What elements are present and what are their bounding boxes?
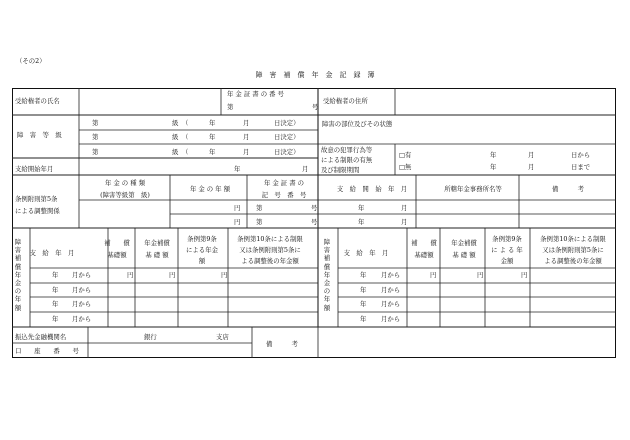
start-label: 支給開始年月 bbox=[15, 165, 54, 173]
recipient-address-label: 受給権者の住所 bbox=[323, 97, 368, 105]
bank-note-label: 備 考 bbox=[266, 340, 298, 348]
restriction-label-1: 故意の犯罪行為等 bbox=[321, 146, 373, 154]
recipient-name-label: 受給権者の氏名 bbox=[15, 97, 60, 105]
ledger-right-month: 月から bbox=[381, 300, 401, 308]
pension-office-head: 所轄年金事務所名等 bbox=[444, 185, 502, 193]
ledger-right-art9-yen: 円 bbox=[521, 271, 528, 279]
ledger-right-month: 月から bbox=[381, 315, 401, 323]
pension-type-head: 年 金 の 種 類 bbox=[104, 179, 146, 187]
page-number: （その2） bbox=[16, 57, 46, 65]
ledger-left-pension-yen: 円 bbox=[169, 271, 176, 279]
ledger-left-year: 年 bbox=[52, 300, 59, 308]
restriction-label-2: による制限の有無 bbox=[321, 156, 373, 164]
ledger-side-label-left: 障害補償年金の年額 bbox=[14, 238, 22, 312]
ledger-left-year: 年 bbox=[52, 271, 59, 279]
restriction-from: 日から bbox=[571, 151, 591, 159]
period-head-right: 支 給 年 月 bbox=[343, 249, 389, 257]
adjust-label-1: 条例附則第5条 bbox=[15, 195, 58, 203]
restriction-until: 日まで bbox=[571, 163, 591, 171]
account-number-label: 口 座 番 号 bbox=[15, 347, 79, 355]
ledger-right-year: 年 bbox=[360, 286, 367, 294]
ledger-side-label-right: 障害補償年金の年額 bbox=[323, 238, 331, 312]
period-head-left: 支 給 年 月 bbox=[29, 249, 75, 257]
restriction-label-3: 及び制限期間 bbox=[321, 166, 360, 174]
ledger-left-month: 月から bbox=[72, 315, 92, 323]
ledger-left-month: 月から bbox=[72, 286, 92, 294]
cert-dai: 第 bbox=[227, 103, 234, 111]
pension-cert-head: 年 金 証 書 の bbox=[263, 179, 305, 187]
ledger-right-month: 月から bbox=[381, 286, 401, 294]
adjust-label-2: による調整関係 bbox=[15, 207, 60, 215]
bank-suffix: 銀行 bbox=[144, 333, 157, 341]
ledger-left-month: 月から bbox=[72, 271, 92, 279]
branch-suffix: 支店 bbox=[216, 333, 229, 341]
ledger-left-basic-yen: 円 bbox=[127, 271, 134, 279]
restriction-no-checkbox[interactable]: □無 bbox=[399, 163, 412, 171]
pension-amount-head: 年 金 の 年 額 bbox=[189, 185, 231, 193]
ledger-right-year: 年 bbox=[360, 300, 367, 308]
grade-label: 障 害 等 級 bbox=[17, 131, 62, 139]
ledger-right-month: 月から bbox=[381, 271, 401, 279]
ledger-right-basic-yen: 円 bbox=[430, 271, 437, 279]
cert-go: 号 bbox=[312, 103, 319, 111]
ledger-left-year: 年 bbox=[52, 315, 59, 323]
restriction-yes-checkbox[interactable]: □有 bbox=[399, 151, 412, 159]
ledger-left-month: 月から bbox=[72, 300, 92, 308]
ledger-right-year: 年 bbox=[360, 271, 367, 279]
ledger-title: 障 害 補 償 年 金 記 録 簿 bbox=[255, 71, 375, 79]
bank-label: 振込先金融機関名 bbox=[15, 333, 67, 341]
adjust-start-head: 支 給 開 始 年 月 bbox=[336, 185, 408, 193]
cert-number-label: 年 金 証 書 の 番 号 bbox=[227, 90, 284, 98]
start-year: 年 bbox=[234, 165, 241, 173]
injury-site-label: 障害の部位及びその状態 bbox=[322, 120, 393, 128]
start-month: 月 bbox=[302, 165, 309, 173]
ledger-right-year: 年 bbox=[360, 315, 367, 323]
ledger-left-year: 年 bbox=[52, 286, 59, 294]
ledger-left-art9-yen: 円 bbox=[221, 271, 228, 279]
ledger-right-pension-yen: 円 bbox=[477, 271, 484, 279]
adjust-note-head: 備 考 bbox=[552, 185, 584, 193]
